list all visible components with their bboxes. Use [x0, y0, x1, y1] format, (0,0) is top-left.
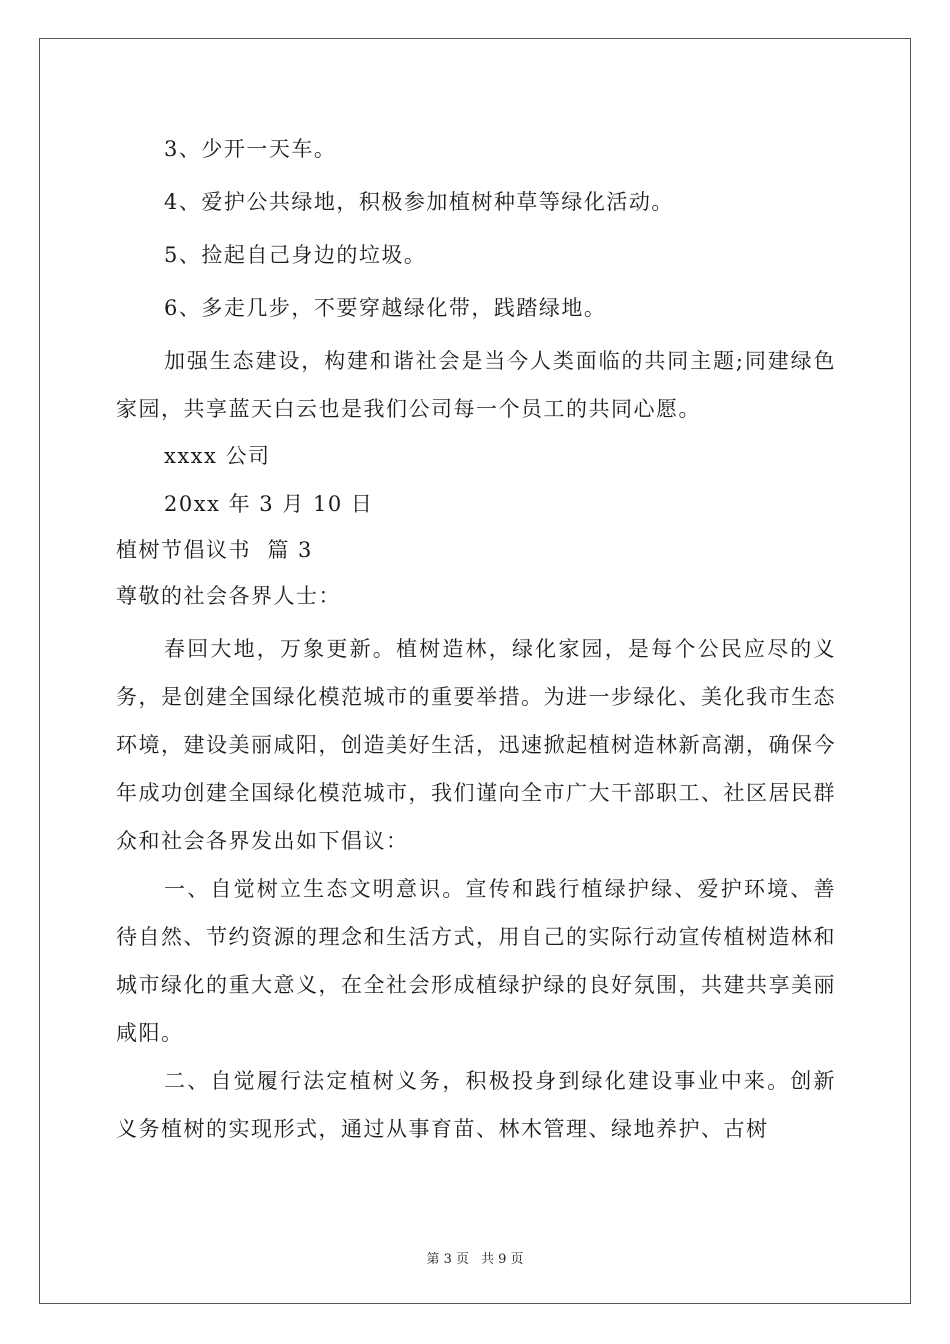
document-body	[116, 130, 836, 1153]
section-title: 植树节倡议书 篇 3	[116, 538, 313, 562]
page-footer	[0, 1248, 950, 1267]
closing-paragraph: 加强生态建设，构建和谐社会是当今人类面临的共同主题;同建绿色家园，共享蓝天白云也是我们公司每一个员工的共同心愿。	[116, 349, 836, 421]
body-paragraph-1: 春回大地，万象更新。植树造林，绿化家园，是每个公民应尽的义务，是创建全国绿化模范城市的重要举措。为进一步绿化、美化我市生态环境，建设美丽咸阳，创造美好生活，迅速掀起植树造林新高潮，确保今年成功创建全国绿化模范城市，我们谨向全市广大干部职工、社区居民群众和社会各界发出如下倡议：	[116, 637, 836, 853]
body-paragraph-2: 一、自觉树立生态文明意识。宣传和践行植绿护绿、爱护环境、善待自然、节约资源的理念和生活方式，用自己的实际行动宣传植树造林和城市绿化的重大意义，在全社会形成植绿护绿的良好氛围，共建共享美丽咸阳。	[116, 877, 836, 1045]
signature-date: 20xx 年 3 月 10 日	[164, 492, 374, 516]
body-paragraph-3: 二、自觉履行法定植树义务，积极投身到绿化建设事业中来。创新义务植树的实现形式，通过从事育苗、林木管理、绿地养护、古树	[116, 1069, 836, 1141]
list-item-5: 5、捡起自己身边的垃圾。	[164, 243, 427, 267]
list-item-4: 4、爱护公共绿地，积极参加植树种草等绿化活动。	[164, 190, 674, 214]
page-total: 共 9 页	[481, 1252, 524, 1267]
signature-company: xxxx 公司	[164, 444, 271, 468]
page-number: 第 3 页	[426, 1252, 469, 1267]
salutation: 尊敬的社会各界人士：	[116, 584, 341, 608]
list-item-6: 6、多走几步，不要穿越绿化带，践踏绿地。	[164, 296, 607, 320]
list-item-3: 3、少开一天车。	[164, 137, 337, 161]
